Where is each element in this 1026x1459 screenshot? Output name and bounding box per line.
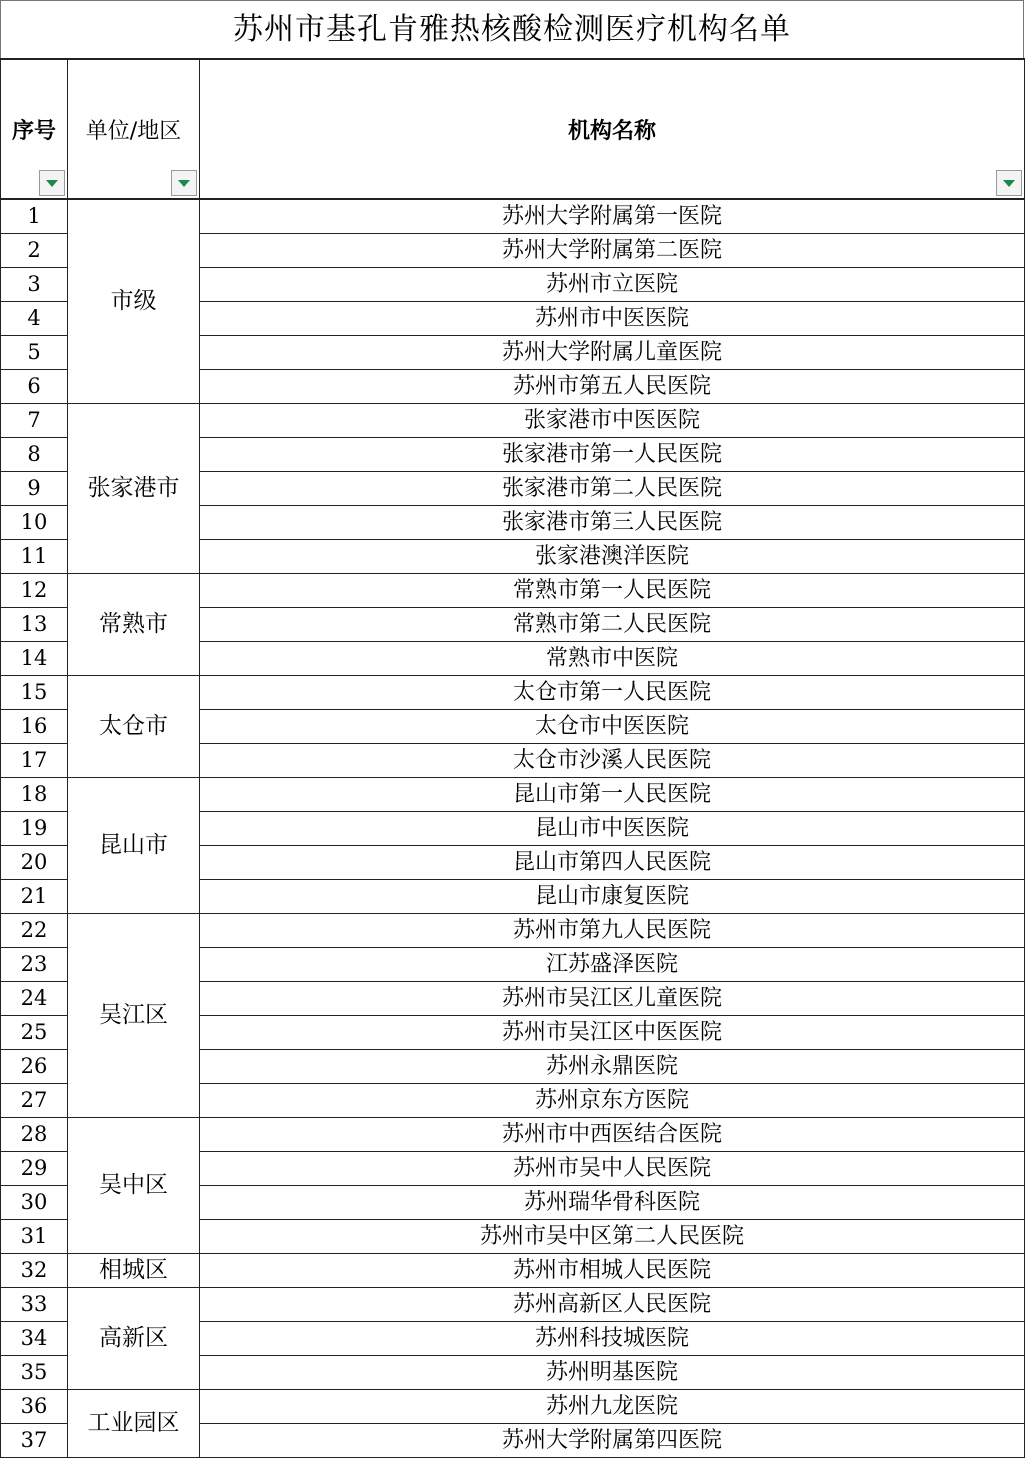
row-index: 10 bbox=[1, 506, 68, 540]
row-index: 8 bbox=[1, 438, 68, 472]
row-index: 35 bbox=[1, 1356, 68, 1390]
header-name-label: 机构名称 bbox=[567, 118, 656, 144]
row-index: 2 bbox=[1, 234, 68, 268]
region-cell: 市级 bbox=[68, 199, 200, 404]
row-index: 3 bbox=[1, 268, 68, 302]
row-index: 22 bbox=[1, 914, 68, 948]
region-cell: 昆山市 bbox=[68, 778, 200, 914]
institution-name: 张家港市第三人民医院 bbox=[200, 506, 1025, 540]
header-index bbox=[1, 59, 68, 199]
institution-name: 江苏盛泽医院 bbox=[200, 948, 1025, 982]
region-cell: 高新区 bbox=[68, 1288, 200, 1390]
institution-name: 昆山市中医医院 bbox=[200, 812, 1025, 846]
institution-table bbox=[0, 58, 1025, 1458]
institution-name: 张家港市中医医院 bbox=[200, 404, 1025, 438]
filter-dropdown-region[interactable] bbox=[171, 170, 197, 196]
institution-name: 昆山市第一人民医院 bbox=[200, 778, 1025, 812]
filter-arrow-icon bbox=[178, 180, 190, 187]
region-cell: 相城区 bbox=[68, 1254, 200, 1288]
institution-name: 苏州永鼎医院 bbox=[200, 1050, 1025, 1084]
institution-name: 苏州明基医院 bbox=[200, 1356, 1025, 1390]
row-index: 9 bbox=[1, 472, 68, 506]
row-index: 30 bbox=[1, 1186, 68, 1220]
institution-name: 苏州科技城医院 bbox=[200, 1322, 1025, 1356]
row-index: 15 bbox=[1, 676, 68, 710]
table-row bbox=[1, 574, 1025, 608]
row-index: 25 bbox=[1, 1016, 68, 1050]
filter-arrow-icon bbox=[1003, 180, 1015, 187]
filter-dropdown-index[interactable] bbox=[39, 170, 65, 196]
table-row bbox=[1, 1390, 1025, 1424]
institution-name: 苏州市第五人民医院 bbox=[200, 370, 1025, 404]
header-index-label: 序号 bbox=[11, 118, 56, 144]
row-index: 23 bbox=[1, 948, 68, 982]
institution-name: 苏州大学附属第一医院 bbox=[200, 199, 1025, 234]
institution-name: 太仓市沙溪人民医院 bbox=[200, 744, 1025, 778]
row-index: 34 bbox=[1, 1322, 68, 1356]
institution-name: 苏州市中西医结合医院 bbox=[200, 1118, 1025, 1152]
institution-name: 常熟市第二人民医院 bbox=[200, 608, 1025, 642]
header-name bbox=[200, 59, 1025, 199]
institution-name: 太仓市第一人民医院 bbox=[200, 676, 1025, 710]
row-index: 12 bbox=[1, 574, 68, 608]
header-row bbox=[1, 59, 1025, 199]
row-index: 32 bbox=[1, 1254, 68, 1288]
institution-name: 昆山市第四人民医院 bbox=[200, 846, 1025, 880]
row-index: 17 bbox=[1, 744, 68, 778]
institution-name: 昆山市康复医院 bbox=[200, 880, 1025, 914]
table-row bbox=[1, 404, 1025, 438]
institution-name: 苏州大学附属儿童医院 bbox=[200, 336, 1025, 370]
institution-name: 苏州市吴江区儿童医院 bbox=[200, 982, 1025, 1016]
institution-name: 苏州大学附属第二医院 bbox=[200, 234, 1025, 268]
table-row bbox=[1, 1254, 1025, 1288]
institution-name: 苏州市中医医院 bbox=[200, 302, 1025, 336]
page-title: 苏州市基孔肯雅热核酸检测医疗机构名单 bbox=[0, 0, 1024, 58]
region-cell: 吴江区 bbox=[68, 914, 200, 1118]
row-index: 36 bbox=[1, 1390, 68, 1424]
institution-name: 常熟市第一人民医院 bbox=[200, 574, 1025, 608]
filter-dropdown-name[interactable] bbox=[996, 170, 1022, 196]
row-index: 24 bbox=[1, 982, 68, 1016]
institution-name: 苏州市吴中区第二人民医院 bbox=[200, 1220, 1025, 1254]
header-region-label: 单位/地区 bbox=[85, 118, 182, 144]
row-index: 31 bbox=[1, 1220, 68, 1254]
institution-name: 太仓市中医医院 bbox=[200, 710, 1025, 744]
table-row bbox=[1, 1288, 1025, 1322]
header-region bbox=[68, 59, 200, 199]
table-row bbox=[1, 914, 1025, 948]
row-index: 37 bbox=[1, 1424, 68, 1458]
institution-name: 苏州大学附属第四医院 bbox=[200, 1424, 1025, 1458]
row-index: 14 bbox=[1, 642, 68, 676]
row-index: 20 bbox=[1, 846, 68, 880]
table-body bbox=[1, 199, 1025, 1458]
row-index: 1 bbox=[1, 199, 68, 234]
table-row bbox=[1, 778, 1025, 812]
table-row bbox=[1, 199, 1025, 234]
institution-name: 苏州瑞华骨科医院 bbox=[200, 1186, 1025, 1220]
row-index: 4 bbox=[1, 302, 68, 336]
institution-name: 苏州京东方医院 bbox=[200, 1084, 1025, 1118]
institution-name: 苏州市吴中人民医院 bbox=[200, 1152, 1025, 1186]
row-index: 11 bbox=[1, 540, 68, 574]
region-cell: 吴中区 bbox=[68, 1118, 200, 1254]
institution-name: 苏州九龙医院 bbox=[200, 1390, 1025, 1424]
institution-name: 苏州高新区人民医院 bbox=[200, 1288, 1025, 1322]
filter-arrow-icon bbox=[46, 180, 58, 187]
row-index: 18 bbox=[1, 778, 68, 812]
institution-name: 张家港澳洋医院 bbox=[200, 540, 1025, 574]
region-cell: 常熟市 bbox=[68, 574, 200, 676]
row-index: 6 bbox=[1, 370, 68, 404]
institution-name: 苏州市相城人民医院 bbox=[200, 1254, 1025, 1288]
row-index: 26 bbox=[1, 1050, 68, 1084]
row-index: 21 bbox=[1, 880, 68, 914]
institution-name: 苏州市第九人民医院 bbox=[200, 914, 1025, 948]
region-cell: 工业园区 bbox=[68, 1390, 200, 1458]
row-index: 33 bbox=[1, 1288, 68, 1322]
institution-name: 常熟市中医院 bbox=[200, 642, 1025, 676]
table-row bbox=[1, 676, 1025, 710]
region-cell: 太仓市 bbox=[68, 676, 200, 778]
row-index: 29 bbox=[1, 1152, 68, 1186]
row-index: 27 bbox=[1, 1084, 68, 1118]
row-index: 16 bbox=[1, 710, 68, 744]
row-index: 5 bbox=[1, 336, 68, 370]
row-index: 13 bbox=[1, 608, 68, 642]
row-index: 7 bbox=[1, 404, 68, 438]
table-row bbox=[1, 1118, 1025, 1152]
row-index: 19 bbox=[1, 812, 68, 846]
row-index: 28 bbox=[1, 1118, 68, 1152]
institution-name: 苏州市立医院 bbox=[200, 268, 1025, 302]
region-cell: 张家港市 bbox=[68, 404, 200, 574]
institution-name: 张家港市第一人民医院 bbox=[200, 438, 1025, 472]
institution-name: 苏州市吴江区中医医院 bbox=[200, 1016, 1025, 1050]
institution-name: 张家港市第二人民医院 bbox=[200, 472, 1025, 506]
